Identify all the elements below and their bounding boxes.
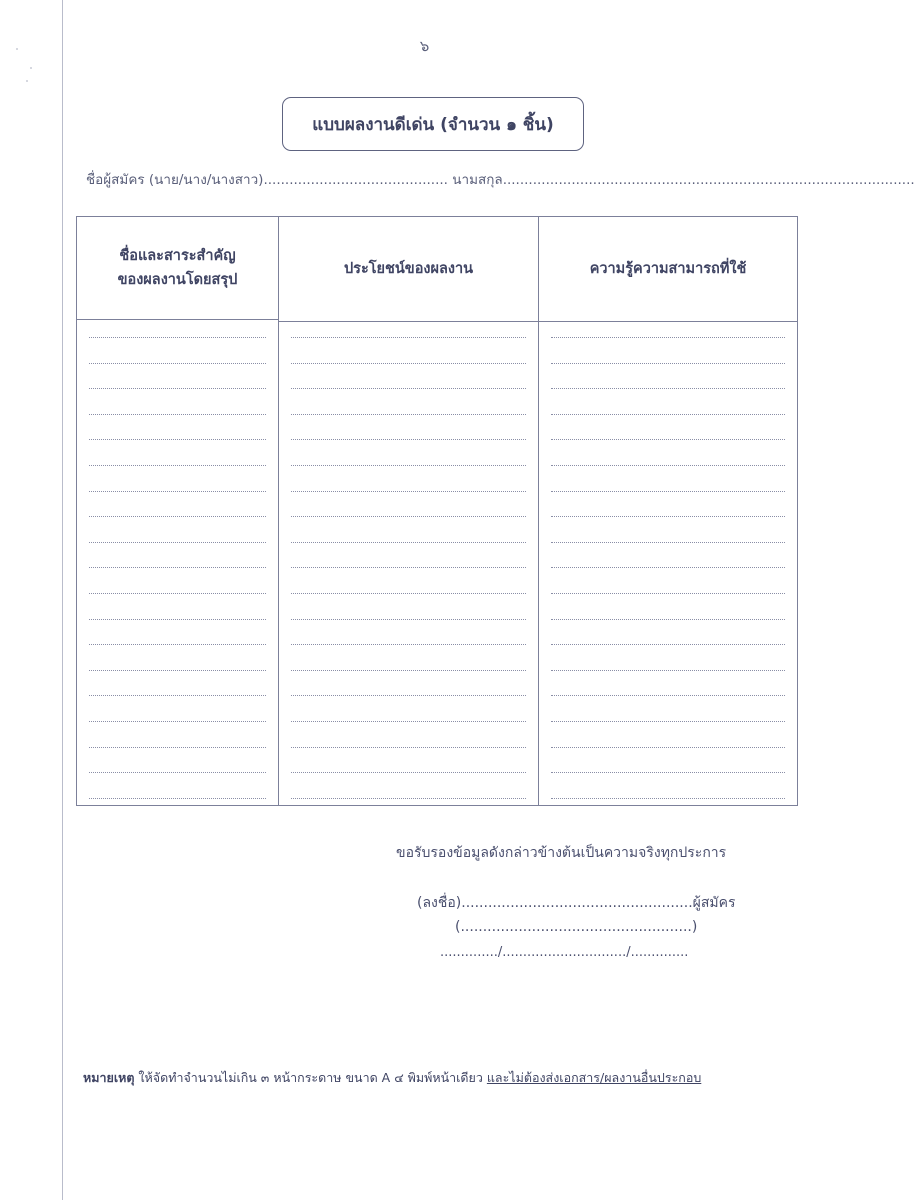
- applicant-surname-field[interactable]: ................................................................................................: [502, 172, 915, 188]
- blank-writing-line[interactable]: [291, 388, 526, 389]
- column-body-benefits[interactable]: [279, 323, 538, 805]
- blank-writing-line[interactable]: [89, 695, 266, 696]
- blank-writing-line[interactable]: [89, 772, 266, 773]
- column-benefits: [279, 217, 539, 805]
- signature-prefix: (ลงชื่อ): [417, 895, 462, 911]
- blank-writing-line[interactable]: [89, 644, 266, 645]
- column-header-benefits-text: ประโยชน์ของผลงาน: [343, 261, 474, 277]
- blank-writing-line[interactable]: [551, 363, 785, 364]
- column-knowledge: [539, 217, 797, 805]
- blank-writing-line[interactable]: [291, 337, 526, 338]
- scan-speck: [30, 67, 32, 69]
- blank-writing-line[interactable]: [551, 388, 785, 389]
- blank-writing-line[interactable]: [551, 542, 785, 543]
- footnote-text: ให้จัดทำจำนวนไม่เกิน ๓ หน้ากระดาษ ขนาด A ๔ พิมพ์หน้าเดียว: [134, 1070, 487, 1085]
- blank-writing-line[interactable]: [551, 670, 785, 671]
- signature-line: [417, 892, 736, 914]
- blank-writing-line[interactable]: [551, 798, 785, 799]
- scan-speck: [26, 80, 28, 82]
- column-summary: [77, 217, 279, 805]
- blank-writing-line[interactable]: [89, 619, 266, 620]
- blank-writing-line[interactable]: [551, 439, 785, 440]
- blank-writing-line[interactable]: [551, 337, 785, 338]
- date-field[interactable]: ............../............................../..............: [440, 945, 689, 960]
- footnote: [83, 1068, 701, 1088]
- page-number: ๖: [419, 37, 430, 55]
- blank-writing-line[interactable]: [291, 695, 526, 696]
- blank-writing-line[interactable]: [89, 439, 266, 440]
- column-header-summary-line1: ชื่อและสาระสำคัญ: [119, 248, 236, 264]
- blank-writing-line[interactable]: [291, 491, 526, 492]
- certification-statement: ขอรับรองข้อมูลดังกล่าวข้างต้นเป็นความจริงทุกประการ: [396, 845, 727, 861]
- blank-writing-line[interactable]: [291, 772, 526, 773]
- column-body-summary[interactable]: [77, 323, 278, 805]
- blank-writing-line[interactable]: [291, 798, 526, 799]
- blank-writing-line[interactable]: [551, 414, 785, 415]
- blank-writing-line[interactable]: [291, 439, 526, 440]
- blank-writing-line[interactable]: [551, 516, 785, 517]
- binding-margin-line: [62, 0, 63, 1200]
- column-header-summary-line2: ของผลงานโดยสรุป: [117, 272, 238, 288]
- blank-writing-line[interactable]: [551, 619, 785, 620]
- signature-suffix: ผู้สมัคร: [692, 895, 736, 911]
- blank-writing-line[interactable]: [89, 465, 266, 466]
- works-table: [76, 216, 798, 806]
- signature-field[interactable]: ....................................................: [461, 895, 693, 911]
- column-header-knowledge: [539, 217, 797, 322]
- blank-writing-line[interactable]: [291, 567, 526, 568]
- blank-writing-line[interactable]: [551, 695, 785, 696]
- blank-writing-line[interactable]: [89, 337, 266, 338]
- blank-writing-line[interactable]: [551, 593, 785, 594]
- blank-writing-line[interactable]: [291, 619, 526, 620]
- blank-writing-line[interactable]: [89, 516, 266, 517]
- footnote-label: หมายเหตุ: [83, 1070, 135, 1085]
- blank-writing-line[interactable]: [551, 644, 785, 645]
- applicant-name-field[interactable]: ...........................................: [263, 172, 448, 188]
- blank-writing-line[interactable]: [89, 363, 266, 364]
- applicant-name-label: ชื่อผู้สมัคร (นาย/นาง/นางสาว): [86, 172, 264, 188]
- blank-writing-line[interactable]: [89, 414, 266, 415]
- blank-writing-line[interactable]: [291, 542, 526, 543]
- blank-writing-line[interactable]: [89, 491, 266, 492]
- blank-writing-line[interactable]: [89, 388, 266, 389]
- footnote-underlined-text: และไม่ต้องส่งเอกสาร/ผลงานอื่นประกอบ: [486, 1070, 702, 1085]
- blank-writing-line[interactable]: [551, 567, 785, 568]
- blank-writing-line[interactable]: [291, 593, 526, 594]
- blank-writing-line[interactable]: [291, 747, 526, 748]
- printed-name-field[interactable]: (....................................................): [455, 919, 698, 935]
- blank-writing-line[interactable]: [291, 516, 526, 517]
- blank-writing-line[interactable]: [89, 747, 266, 748]
- blank-writing-line[interactable]: [89, 567, 266, 568]
- blank-writing-line[interactable]: [291, 721, 526, 722]
- form-title: [282, 97, 584, 151]
- blank-writing-line[interactable]: [551, 491, 785, 492]
- blank-writing-line[interactable]: [89, 593, 266, 594]
- blank-writing-line[interactable]: [551, 747, 785, 748]
- applicant-surname-label: นามสกุล: [452, 172, 503, 188]
- blank-writing-line[interactable]: [291, 363, 526, 364]
- column-header-knowledge-text: ความรู้ความสามารถที่ใช้: [589, 261, 747, 277]
- column-header-summary: [77, 217, 278, 320]
- form-title-text: แบบผลงานดีเด่น (จำนวน ๑ ชิ้น): [312, 114, 554, 135]
- blank-writing-line[interactable]: [89, 798, 266, 799]
- blank-writing-line[interactable]: [551, 465, 785, 466]
- blank-writing-line[interactable]: [551, 721, 785, 722]
- blank-writing-line[interactable]: [291, 644, 526, 645]
- blank-writing-line[interactable]: [551, 772, 785, 773]
- column-body-knowledge[interactable]: [539, 323, 797, 805]
- applicant-name-line: [86, 168, 915, 190]
- blank-writing-line[interactable]: [89, 721, 266, 722]
- blank-writing-line[interactable]: [291, 465, 526, 466]
- blank-writing-line[interactable]: [291, 670, 526, 671]
- blank-writing-line[interactable]: [291, 414, 526, 415]
- blank-writing-line[interactable]: [89, 670, 266, 671]
- column-header-benefits: [279, 217, 538, 322]
- blank-writing-line[interactable]: [89, 542, 266, 543]
